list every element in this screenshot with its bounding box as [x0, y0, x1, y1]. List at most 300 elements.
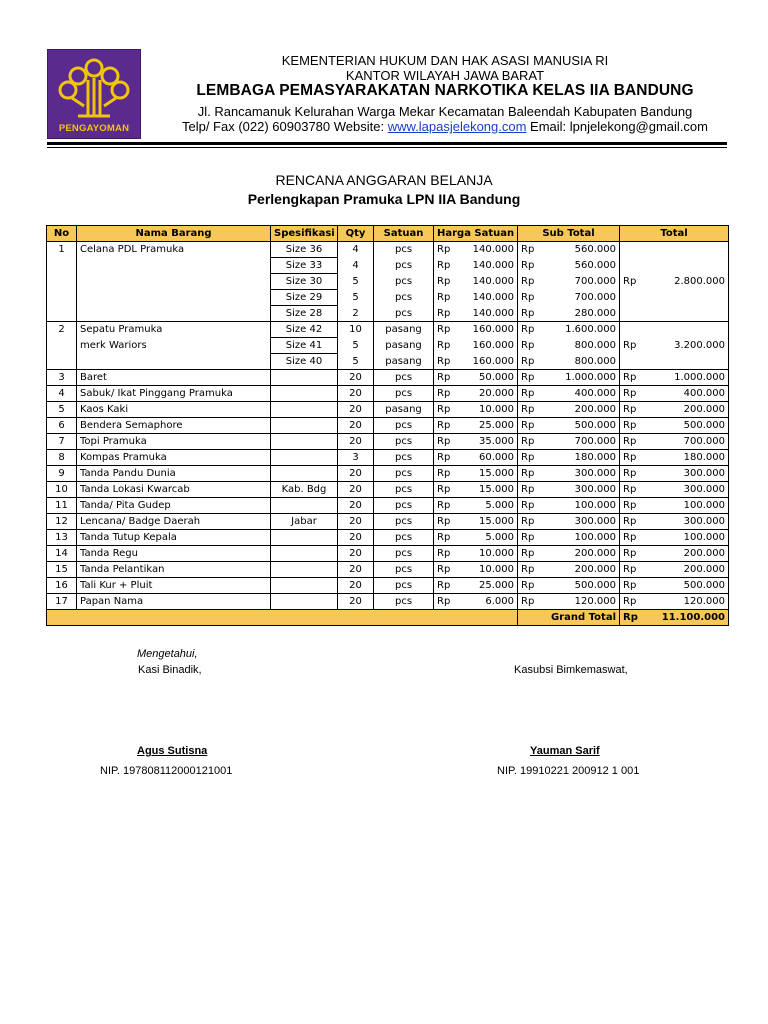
item-unit: pcs: [374, 290, 434, 306]
subtotal-value: 120.000: [574, 596, 616, 607]
currency-label: Rp: [521, 436, 535, 447]
currency-label: Rp: [521, 388, 535, 399]
item-unit: pcs: [374, 546, 434, 562]
currency-label: Rp: [521, 372, 535, 383]
item-qty: 5: [338, 290, 374, 306]
currency-label: Rp: [623, 372, 637, 383]
unit-price-value: 35.000: [479, 436, 514, 447]
item-unit: pcs: [374, 498, 434, 514]
item-spec: [271, 530, 338, 546]
table-row: [47, 450, 729, 466]
item-spec: Size 36: [271, 242, 338, 258]
document-subtitle: Perlengkapan Pramuka LPN IIA Bandung: [247, 191, 521, 207]
unit-price-value: 160.000: [472, 355, 514, 367]
item-number: 5: [47, 402, 77, 418]
item-name: Topi Pramuka: [77, 434, 271, 450]
document-title: RENCANA ANGGARAN BELANJA: [275, 172, 493, 188]
item-name: Tanda Pelantikan: [77, 562, 271, 578]
unit-price-value: 25.000: [479, 420, 514, 431]
unit-price-value: 10.000: [479, 404, 514, 415]
item-number: 2: [47, 322, 77, 370]
item-qty: 20: [338, 562, 374, 578]
item-number: 3: [47, 370, 77, 386]
item-qty: 3: [338, 450, 374, 466]
unit-price-value: 140.000: [472, 292, 514, 303]
currency-label: Rp: [521, 516, 535, 527]
grand-total-spacer: [434, 610, 518, 626]
currency-label: Rp: [437, 388, 451, 399]
item-name: Tanda Pandu Dunia: [77, 466, 271, 482]
currency-label: Rp: [623, 420, 637, 431]
currency-label: Rp: [623, 452, 637, 463]
item-qty: 20: [338, 386, 374, 402]
grand-total-spacer: [338, 610, 374, 626]
item-spec: [271, 434, 338, 450]
letterhead-rule-thin: [47, 147, 727, 148]
unit-price: [434, 354, 518, 370]
item-total-value: 100.000: [683, 500, 725, 511]
currency-label: Rp: [521, 244, 535, 256]
column-header: Sub Total: [518, 226, 620, 242]
currency-label: Rp: [437, 244, 451, 256]
grand-total-row: [47, 610, 729, 626]
item-total: [620, 514, 729, 530]
unit-price-value: 6.000: [485, 596, 514, 607]
item-spec: Kab. Bdg: [271, 482, 338, 498]
currency-label: Rp: [437, 307, 451, 319]
right-signatory-nip: NIP. 19910221 200912 1 001: [497, 765, 640, 777]
subtotal-value: 560.000: [574, 244, 616, 256]
right-signatory-title: Kasubsi Bimkemaswat,: [514, 664, 628, 676]
item-total: [620, 562, 729, 578]
unit-price-value: 160.000: [472, 340, 514, 351]
subtotal: [518, 322, 620, 338]
subtotal: [518, 258, 620, 274]
unit-price: [434, 482, 518, 498]
item-qty: 5: [338, 274, 374, 290]
subtotal-value: 300.000: [574, 468, 616, 479]
currency-label: Rp: [437, 580, 451, 591]
currency-label: Rp: [437, 596, 451, 607]
subtotal-value: 500.000: [574, 420, 616, 431]
subtotal-value: 100.000: [574, 532, 616, 543]
table-row: [47, 546, 729, 562]
unit-price-value: 140.000: [472, 307, 514, 319]
unit-price-value: 25.000: [479, 580, 514, 591]
item-total: [620, 482, 729, 498]
currency-label: Rp: [521, 340, 535, 351]
currency-label: Rp: [623, 548, 637, 559]
item-unit: pasang: [374, 354, 434, 370]
acknowledged-label: Mengetahui,: [137, 648, 198, 660]
currency-label: Rp: [437, 500, 451, 511]
subtotal-value: 560.000: [574, 260, 616, 271]
item-number: 4: [47, 386, 77, 402]
item-spec: [271, 402, 338, 418]
currency-label: Rp: [437, 324, 451, 336]
subtotal-value: 700.000: [574, 292, 616, 303]
item-number: 7: [47, 434, 77, 450]
column-header: Spesifikasi: [271, 226, 338, 242]
table-row: [47, 434, 729, 450]
subtotal: [518, 514, 620, 530]
item-unit: pasang: [374, 322, 434, 338]
item-total-value: 3.200.000: [674, 340, 725, 351]
item-unit: pcs: [374, 450, 434, 466]
item-spec: [271, 578, 338, 594]
unit-price-value: 140.000: [472, 276, 514, 287]
unit-price-value: 50.000: [479, 372, 514, 383]
currency-label: Rp: [623, 468, 637, 479]
item-spec: [271, 562, 338, 578]
currency-label: Rp: [437, 292, 451, 303]
item-total: [620, 386, 729, 402]
table-row: [47, 482, 729, 498]
item-name: Lencana/ Badge Daerah: [77, 514, 271, 530]
subtotal: [518, 530, 620, 546]
currency-label: Rp: [521, 484, 535, 495]
subtotal-value: 280.000: [574, 307, 616, 319]
logo-caption: PENGAYOMAN: [58, 123, 130, 134]
item-number: 8: [47, 450, 77, 466]
item-number: 14: [47, 546, 77, 562]
subtotal-value: 100.000: [574, 500, 616, 511]
column-header: Total: [620, 226, 729, 242]
website-link[interactable]: www.lapasjelekong.com: [387, 119, 527, 134]
item-spec: Size 42: [271, 322, 338, 338]
currency-label: Rp: [521, 324, 535, 336]
subtotal-value: 800.000: [574, 355, 616, 367]
item-spec: [271, 498, 338, 514]
unit-price: [434, 514, 518, 530]
subtotal: [518, 370, 620, 386]
item-total-value: 500.000: [683, 580, 725, 591]
unit-price-value: 15.000: [479, 516, 514, 527]
subtotal-value: 300.000: [574, 516, 616, 527]
table-row: [47, 466, 729, 482]
item-unit: pcs: [374, 370, 434, 386]
regional-office: KANTOR WILAYAH JAWA BARAT: [345, 68, 545, 83]
currency-label: Rp: [437, 548, 451, 559]
table-row: [47, 322, 729, 338]
currency-label: Rp: [521, 404, 535, 415]
item-spec: [271, 386, 338, 402]
subtotal-value: 1.600.000: [565, 324, 616, 336]
subtotal: [518, 242, 620, 258]
item-qty: 20: [338, 434, 374, 450]
table-row: [47, 498, 729, 514]
item-total: [620, 402, 729, 418]
item-qty: 10: [338, 322, 374, 338]
grand-total-value: 11.100.000: [661, 612, 725, 623]
column-header: Qty: [338, 226, 374, 242]
currency-label: Rp: [521, 532, 535, 543]
item-unit: pcs: [374, 466, 434, 482]
currency-label: Rp: [437, 340, 451, 351]
unit-price: [434, 274, 518, 290]
item-unit: pcs: [374, 578, 434, 594]
item-total-value: 200.000: [683, 404, 725, 415]
currency-label: Rp: [437, 404, 451, 415]
table-row: [47, 370, 729, 386]
item-unit: pcs: [374, 482, 434, 498]
item-unit: pcs: [374, 514, 434, 530]
item-total-value: 100.000: [683, 532, 725, 543]
currency-label: Rp: [623, 404, 637, 415]
unit-price: [434, 338, 518, 354]
item-spec: Jabar: [271, 514, 338, 530]
left-signatory-title: Kasi Binadik,: [138, 664, 202, 676]
subtotal: [518, 354, 620, 370]
item-total-value: 200.000: [683, 564, 725, 575]
item-qty: 20: [338, 370, 374, 386]
subtotal-value: 700.000: [574, 436, 616, 447]
item-qty: 4: [338, 258, 374, 274]
item-spec: [271, 418, 338, 434]
subtotal: [518, 434, 620, 450]
item-total-value: 300.000: [683, 516, 725, 527]
subtotal-value: 400.000: [574, 388, 616, 399]
currency-label: Rp: [437, 420, 451, 431]
budget-table: [46, 225, 729, 626]
item-spec: [271, 546, 338, 562]
item-spec: Size 41: [271, 338, 338, 354]
currency-label: Rp: [521, 548, 535, 559]
table-row: [47, 514, 729, 530]
contact-email: Email: lpnjelekong@gmail.com: [526, 119, 708, 134]
table-header-row: [47, 226, 729, 242]
unit-price: [434, 418, 518, 434]
item-number: 1: [47, 242, 77, 322]
item-total: [620, 546, 729, 562]
left-signatory-name: Agus Sutisna: [137, 745, 208, 757]
unit-price: [434, 562, 518, 578]
item-total: [620, 498, 729, 514]
ministry-name: KEMENTERIAN HUKUM DAN HAK ASASI MANUSIA RI: [281, 53, 609, 68]
unit-price-value: 10.000: [479, 564, 514, 575]
currency-label: Rp: [437, 468, 451, 479]
unit-price: [434, 402, 518, 418]
item-total: [620, 594, 729, 610]
item-qty: 5: [338, 338, 374, 354]
item-unit: pcs: [374, 418, 434, 434]
item-total-value: 120.000: [683, 596, 725, 607]
item-qty: 20: [338, 498, 374, 514]
item-name: Kompas Pramuka: [77, 450, 271, 466]
item-total: [620, 434, 729, 450]
currency-label: Rp: [623, 500, 637, 511]
item-qty: 20: [338, 402, 374, 418]
item-name: Tanda Tutup Kepala: [77, 530, 271, 546]
subtotal-value: 800.000: [574, 340, 616, 351]
table-body: [47, 242, 729, 626]
currency-label: Rp: [521, 452, 535, 463]
currency-label: Rp: [437, 355, 451, 367]
currency-label: Rp: [623, 580, 637, 591]
currency-label: Rp: [437, 484, 451, 495]
item-qty: 20: [338, 514, 374, 530]
item-spec: Size 28: [271, 306, 338, 322]
subtotal: [518, 498, 620, 514]
unit-price: [434, 546, 518, 562]
right-signatory-name: Yauman Sarif: [530, 745, 600, 757]
subtotal-value: 300.000: [574, 484, 616, 495]
currency-label: Rp: [521, 596, 535, 607]
unit-price: [434, 578, 518, 594]
item-unit: pcs: [374, 306, 434, 322]
item-total: [620, 322, 729, 370]
item-unit: pcs: [374, 594, 434, 610]
item-name: Tanda Regu: [77, 546, 271, 562]
item-number: 10: [47, 482, 77, 498]
unit-price-value: 15.000: [479, 468, 514, 479]
item-total: [620, 370, 729, 386]
item-name: Papan Nama: [77, 594, 271, 610]
currency-label: Rp: [623, 596, 637, 607]
item-number: 17: [47, 594, 77, 610]
item-qty: 20: [338, 530, 374, 546]
item-number: 15: [47, 562, 77, 578]
item-number: 11: [47, 498, 77, 514]
unit-price: [434, 242, 518, 258]
subtotal-value: 200.000: [574, 548, 616, 559]
item-spec: [271, 450, 338, 466]
table-row: [47, 242, 729, 258]
unit-price: [434, 594, 518, 610]
item-qty: 20: [338, 594, 374, 610]
currency-label: Rp: [521, 420, 535, 431]
subtotal-value: 200.000: [574, 404, 616, 415]
item-spec: Size 29: [271, 290, 338, 306]
institution-name: LEMBAGA PEMASYARAKATAN NARKOTIKA KELAS IIA BANDUNG: [196, 82, 694, 99]
subtotal: [518, 418, 620, 434]
column-header: Nama Barang: [77, 226, 271, 242]
table-row: [47, 402, 729, 418]
currency-label: Rp: [623, 340, 637, 351]
grand-total-spacer: [374, 610, 434, 626]
unit-price-value: 60.000: [479, 452, 514, 463]
column-header: Satuan: [374, 226, 434, 242]
subtotal: [518, 386, 620, 402]
unit-price: [434, 290, 518, 306]
contact-phone: Telp/ Fax (022) 60903780 Website:: [181, 119, 388, 134]
currency-label: Rp: [623, 436, 637, 447]
item-total-value: 180.000: [683, 452, 725, 463]
item-total-value: 300.000: [683, 468, 725, 479]
unit-price: [434, 450, 518, 466]
item-number: 12: [47, 514, 77, 530]
item-total: [620, 418, 729, 434]
grand-total-spacer: [47, 610, 77, 626]
item-unit: pcs: [374, 242, 434, 258]
unit-price: [434, 322, 518, 338]
currency-label: Rp: [521, 276, 535, 287]
column-header: Harga Satuan: [434, 226, 518, 242]
item-unit: pasang: [374, 402, 434, 418]
table-row: [47, 562, 729, 578]
table-row: [47, 578, 729, 594]
item-unit: pcs: [374, 274, 434, 290]
currency-label: Rp: [437, 260, 451, 271]
column-header: No: [47, 226, 77, 242]
subtotal-value: 700.000: [574, 276, 616, 287]
unit-price-value: 140.000: [472, 244, 514, 256]
item-total-value: 1.000.000: [674, 372, 725, 383]
subtotal: [518, 290, 620, 306]
item-total: [620, 530, 729, 546]
unit-price-value: 160.000: [472, 324, 514, 336]
item-spec: [271, 466, 338, 482]
item-total-value: 2.800.000: [674, 276, 725, 287]
item-unit: pcs: [374, 530, 434, 546]
item-total: [620, 578, 729, 594]
currency-label: Rp: [437, 532, 451, 543]
item-spec: [271, 370, 338, 386]
subtotal: [518, 338, 620, 354]
item-name: Bendera Semaphore: [77, 418, 271, 434]
currency-label: Rp: [623, 612, 638, 623]
table-row: [47, 386, 729, 402]
subtotal: [518, 402, 620, 418]
currency-label: Rp: [623, 564, 637, 575]
unit-price-value: 140.000: [472, 260, 514, 271]
currency-label: Rp: [623, 484, 637, 495]
item-name: Tanda Lokasi Kwarcab: [77, 482, 271, 498]
contact-line: [150, 119, 740, 134]
subtotal-value: 180.000: [574, 452, 616, 463]
left-signatory-nip: NIP. 197808112000121001: [100, 765, 233, 777]
pengayoman-logo: [47, 49, 141, 139]
unit-price: [434, 498, 518, 514]
item-name: Celana PDL Pramuka: [77, 242, 271, 322]
currency-label: Rp: [521, 564, 535, 575]
unit-price-value: 5.000: [485, 500, 514, 511]
currency-label: Rp: [437, 564, 451, 575]
subtotal: [518, 306, 620, 322]
item-name: Baret: [77, 370, 271, 386]
unit-price-value: 5.000: [485, 532, 514, 543]
currency-label: Rp: [623, 388, 637, 399]
subtotal: [518, 562, 620, 578]
item-unit: pcs: [374, 434, 434, 450]
item-total-value: 500.000: [683, 420, 725, 431]
currency-label: Rp: [437, 276, 451, 287]
item-spec: [271, 594, 338, 610]
item-qty: 5: [338, 354, 374, 370]
subtotal-value: 200.000: [574, 564, 616, 575]
item-unit: pcs: [374, 258, 434, 274]
subtotal: [518, 466, 620, 482]
subtotal-value: 500.000: [574, 580, 616, 591]
currency-label: Rp: [521, 580, 535, 591]
item-unit: pcs: [374, 386, 434, 402]
item-qty: 20: [338, 466, 374, 482]
item-qty: 20: [338, 578, 374, 594]
item-spec: Size 40: [271, 354, 338, 370]
letterhead-rule-thick: [47, 142, 727, 145]
item-qty: 2: [338, 306, 374, 322]
item-qty: 4: [338, 242, 374, 258]
item-number: 13: [47, 530, 77, 546]
table-row: [47, 594, 729, 610]
currency-label: Rp: [437, 436, 451, 447]
subtotal: [518, 482, 620, 498]
item-qty: 20: [338, 546, 374, 562]
currency-label: Rp: [437, 516, 451, 527]
item-total-value: 700.000: [683, 436, 725, 447]
item-qty: 20: [338, 482, 374, 498]
grand-total: [620, 610, 729, 626]
